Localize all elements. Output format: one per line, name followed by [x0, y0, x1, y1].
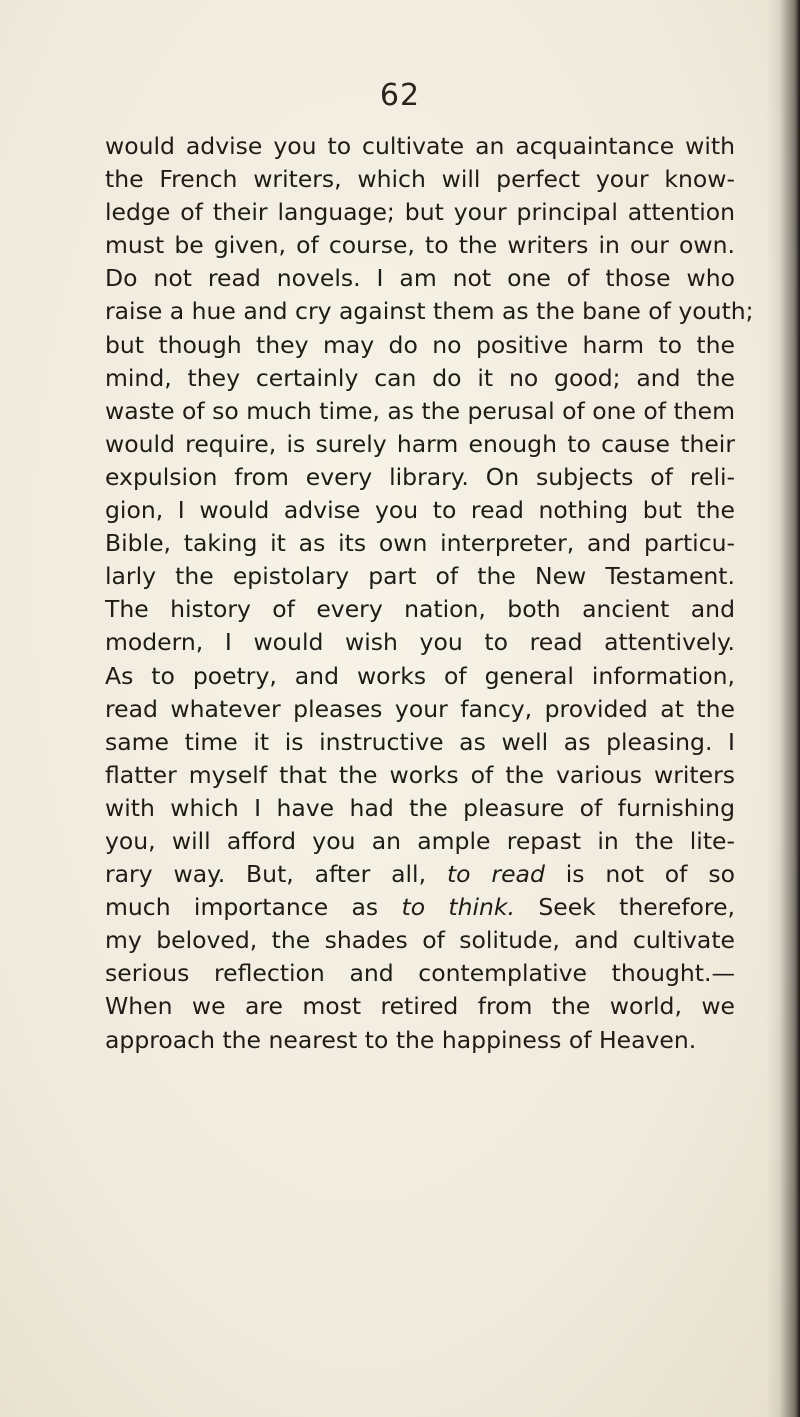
text-segment: is not of so — [565, 860, 735, 889]
text-line: would require, is surely harm enough to cause their — [105, 429, 735, 458]
text-segment: much importance as — [105, 893, 379, 922]
text-line: modern, I would wish you to read attentively. — [105, 628, 735, 657]
text-segment: Seek therefore, — [538, 893, 735, 922]
text-line: approach the nearest to the happiness of Heaven. — [105, 1025, 697, 1054]
text-line-mixed — [105, 858, 735, 891]
text-line: would advise you to cultivate an acquaintance with — [105, 132, 735, 160]
text-line: As to poetry, and works of general information, — [105, 661, 735, 690]
gutter-shadow — [766, 0, 800, 1417]
text-line: mind, they certainly can do it no good; and the — [105, 363, 735, 392]
text-line: Bible, taking it as its own interpreter, and particu- — [105, 529, 735, 558]
text-segment: rary way. But, after all, — [105, 860, 427, 889]
text-line: but though they may do no positive harm to the — [105, 330, 735, 359]
body-text — [105, 130, 754, 1057]
text-line: my beloved, the shades of solitude, and cultivate — [105, 926, 735, 955]
text-line: waste of so much time, as the perusal of one of them — [105, 396, 735, 425]
italic-to-read: to read — [446, 860, 545, 889]
text-line: read whatever pleases your fancy, provided at the — [105, 694, 735, 723]
text-line: expulsion from every library. On subjects of reli- — [105, 462, 735, 491]
text-line: with which I have had the pleasure of furnishing — [105, 793, 735, 822]
text-line: serious reflection and contemplative thought.— — [105, 959, 735, 988]
text-line: When we are most retired from the world, we — [105, 992, 735, 1021]
text-line-mixed — [105, 891, 735, 924]
text-line: you, will afford you an ample repast in the lite- — [105, 826, 735, 855]
text-line: the French writers, which will perfect your know- — [105, 165, 735, 194]
text-line: flatter myself that the works of the various writers — [105, 760, 735, 789]
text-line: larly the epistolary part of the New Testament. — [105, 562, 735, 591]
italic-to-think: to think. — [401, 893, 516, 922]
text-line: must be given, of course, to the writers in our own. — [105, 231, 735, 260]
text-line: ledge of their language; but your principal attention — [105, 198, 735, 227]
text-line: gion, I would advise you to read nothing but the — [105, 496, 735, 525]
page-number: 62 — [379, 78, 421, 113]
text-line: same time it is instructive as well as pleasing. I — [105, 727, 735, 756]
text-line: The history of every nation, both ancient and — [105, 595, 735, 624]
text-line: raise a hue and cry against them as the bane of youth; — [105, 297, 754, 326]
text-line: Do not read novels. I am not one of those who — [105, 264, 735, 293]
